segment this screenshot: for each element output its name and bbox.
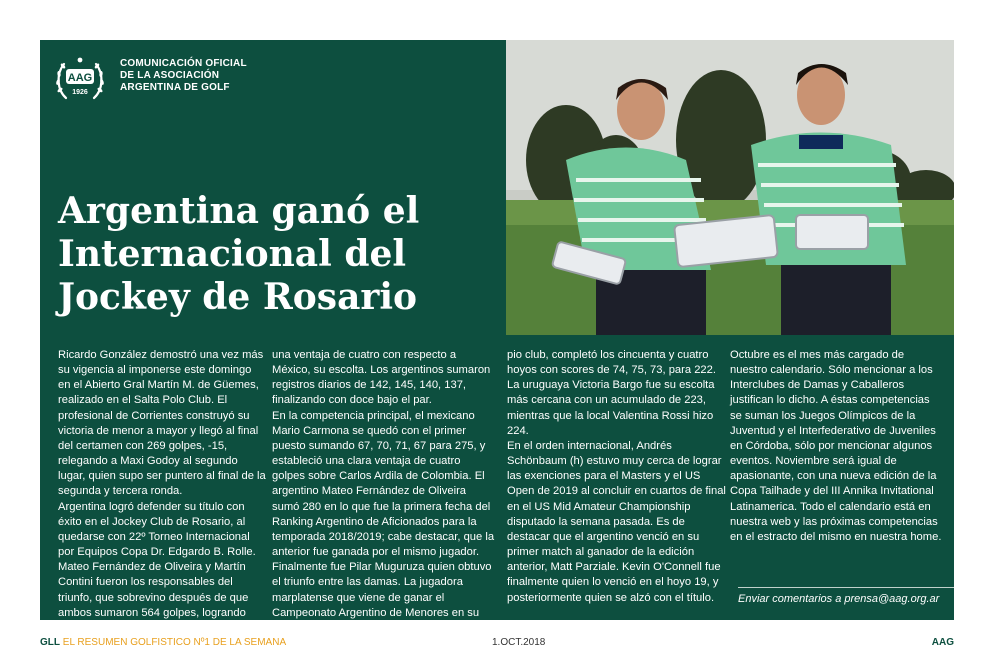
org-line: COMUNICACIÓN OFICIAL (120, 58, 247, 69)
logo-text: AAG (67, 72, 93, 84)
contact-link[interactable]: Enviar comentarios a prensa@aag.org.ar (738, 593, 940, 605)
aag-logo (52, 52, 108, 108)
article-column-3: pio club, completó los cincuenta y cuatro hoyos con scores de 74, 75, 73, para 222. La uruguaya Victoria Bargo fue su escolta más cercana con un acumulado de 223, mientras que la local Valentina Rossi hizo 224. En el orden internacional, Andrés Schönbaum (h) estuvo muy cerca de lograr las exenciones para el Masters y el US Open de 2019 al concluir en cuartos de final en el US Mid Amateur Championship disputado la semana pasada. Es de destacar que el argentino venció en su primer match al ganador de la edición anterior, Matt Parziale. Kevin O'Connell fue finalmente quien lo venció en el hoyo 19, y posteriormente quien se alzó con el título. (507, 349, 726, 604)
footer-brand-name: GLL (40, 637, 60, 648)
footer-tagline: EL RESUMEN GOLFISTICO Nº1 DE LA SEMANA (62, 637, 287, 648)
footer-brand (40, 637, 286, 648)
org-line: DE LA ASOCIACIÓN (120, 70, 220, 81)
org-name (120, 58, 247, 94)
winners-photo (506, 40, 954, 335)
headline: Argentina ganó el Internacional del Jockey de Rosario (58, 190, 420, 318)
footer-date: 1.OCT.2018 (492, 637, 546, 648)
org-line: ARGENTINA DE GOLF (120, 82, 230, 93)
article-column-2: una ventaja de cuatro con respecto a México, su escolta. Los argentinos sumaron registros diarios de 142, 145, 140, 137, finalizando con doce bajo el par. En la competencia principal, el mexicano Mario Carmona se quedó con el primer puesto sumando 67, 70, 71, 67 para 275, y estableció una clara ventaja de cuatro golpes sobre Carlos Ardila de Colombia. El argentino Mateo Fernández de Oliveira sumó 280 en lo que fue la primera fecha del Ranking Argentino de Aficionados para la temporada 2018/2019; cabe destacar, que la anterior fue ganada por el mismo jugador. Finalmente fue Pilar Muguruza quien obtuvo el triunfo entre las damas. La jugadora marplatense que viene de ganar el Campeonato Argentino de Menores en su pro- (272, 349, 495, 634)
contact-divider (738, 587, 954, 588)
article-column-4: Octubre es el mes más cargado de nuestro calendario. Sólo mencionar a los Interclubes de Damas y Caballeros justifican lo dicho. A éstas competencias se suman los Juegos Olímpicos de la Juventud y el Interfederativo de Juveniles en Córdoba, sólo por mencionar algunos eventos. Noviembre será igual de apasionante, con una nueva edición de la Copa Tailhade y del III Annika Invitational Latinamerica. Todo el calendario está en nuestra web y las próximas competencias en el estracto del mismo en nuestra home. (730, 349, 942, 543)
footer-org: AAG (931, 637, 954, 648)
article-column-1: Ricardo González demostró una vez más su vigencia al imponerse este domingo en el Abierto Gral Martín M. de Güemes, realizado en el Salta Polo Club. El profesional de Corrientes construyó su victoria de menor a mayor y llegó al final del certamen con 269 golpes, -15, relegando a Maxi Godoy al segundo lugar, quien supo ser puntero al final de la segunda y tercera ronda. Argentina logró defender su título con éxito en el Jockey Club de Rosario, al quedarse con 22º Torneo Internacional por Equipos Copa Dr. Edgardo B. Rolle. Mateo Fernández de Oliveira y Martín Contini fueron los responsables del triunfo, que sobrevino después de que ambos sumaron 564 golpes, logrando (58, 349, 266, 619)
logo-year: 1926 (72, 89, 88, 96)
